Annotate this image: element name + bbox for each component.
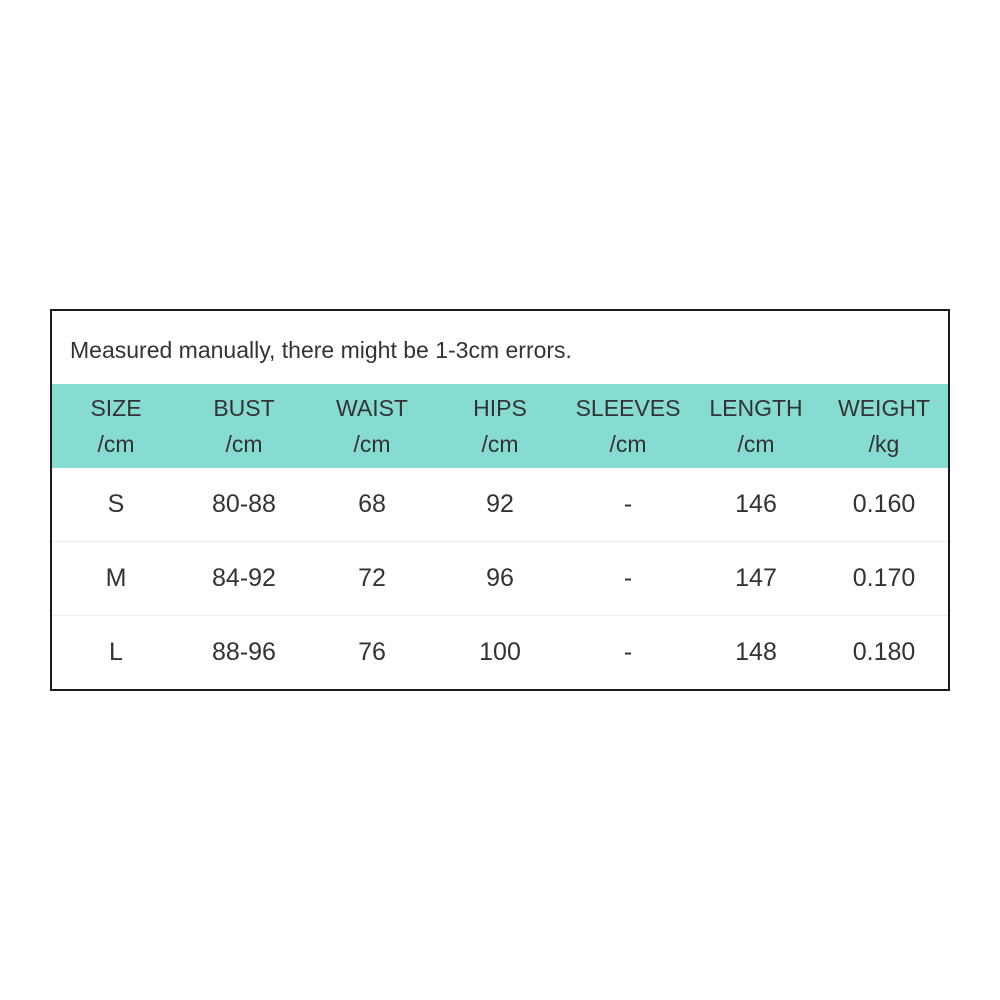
table-row (52, 616, 948, 690)
column-header-bust (180, 384, 308, 468)
column-header-waist (308, 384, 436, 468)
table-cell-length: 146 (735, 490, 777, 518)
table-cell-sleeves: - (564, 616, 692, 690)
column-header-hips (436, 384, 564, 468)
table-cell-waist: 72 (308, 542, 436, 616)
table-cell-hips: 100 (436, 616, 564, 690)
column-unit: /cm (481, 431, 519, 457)
column-label: WEIGHT (838, 395, 930, 421)
table-cell-size: S (107, 490, 125, 518)
column-label: HIPS (473, 395, 527, 421)
column-unit: /cm (737, 431, 775, 457)
table-cell-hips: 96 (436, 542, 564, 616)
table-cell-weight: 0.160 (852, 490, 916, 518)
column-header-weight (820, 384, 948, 468)
table-row (52, 468, 948, 542)
column-label: SLEEVES (575, 395, 681, 421)
table-cell-size: M (52, 542, 180, 616)
table-cell-bust: 80-88 (212, 490, 276, 518)
table-cell-length: 147 (692, 542, 820, 616)
size-table (52, 384, 948, 689)
table-cell-hips: 92 (486, 490, 514, 518)
table-cell-weight: 0.170 (820, 542, 948, 616)
table-cell-bust: 84-92 (180, 542, 308, 616)
column-label: SIZE (90, 395, 142, 421)
table-cell-size: L (52, 616, 180, 690)
table-cell-sleeves: - (564, 542, 692, 616)
measurement-note: Measured manually, there might be 1-3cm errors. (70, 337, 572, 363)
table-header-row (52, 384, 948, 468)
column-unit: /cm (225, 431, 263, 457)
column-unit: /kg (868, 431, 900, 457)
column-unit: /cm (609, 431, 647, 457)
column-label: LENGTH (709, 395, 803, 421)
column-unit: /cm (97, 431, 135, 457)
size-chart (50, 309, 950, 691)
column-header-length (692, 384, 820, 468)
table-row (52, 542, 948, 616)
column-header-sleeves (564, 384, 692, 468)
table-cell-length: 148 (692, 616, 820, 690)
column-label: BUST (213, 395, 275, 421)
column-label: WAIST (336, 395, 408, 421)
table-cell-waist: 68 (358, 490, 386, 518)
table-cell-weight: 0.180 (820, 616, 948, 690)
table-cell-bust: 88-96 (180, 616, 308, 690)
table-cell-waist: 76 (308, 616, 436, 690)
table-cell-sleeves: - (623, 490, 633, 518)
column-unit: /cm (353, 431, 391, 457)
column-header-size (52, 384, 180, 468)
